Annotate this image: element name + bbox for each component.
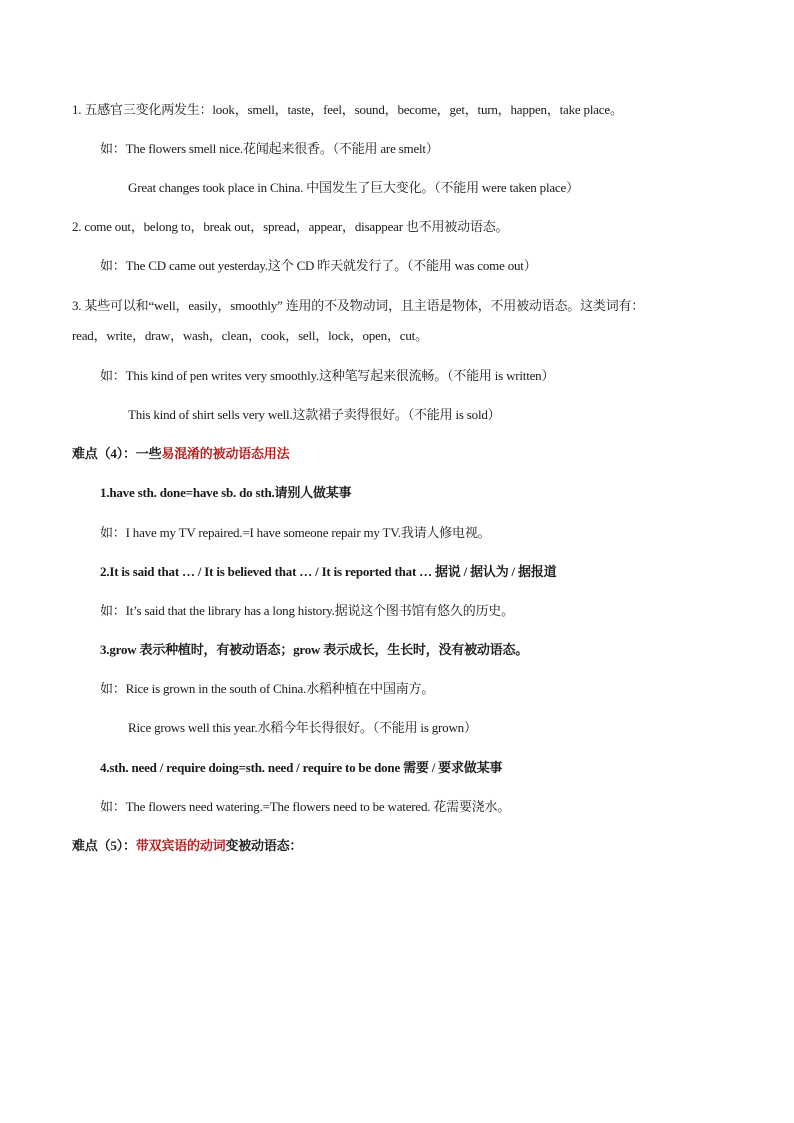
rule-1-example-2: Great changes took place in China. 中国发生了巨大变化。（不能用 were taken place） <box>128 180 579 195</box>
rule-2: 2. come out，belong to，break out，spread，appear，disappear 也不用被动语态。 <box>72 219 509 234</box>
difficulty-5-heading-prefix: 难点（5）： <box>72 838 136 853</box>
difficulty-5-heading <box>72 837 302 855</box>
rule-2-example-1: 如：The CD came out yesterday.这个 CD 昨天就发行了。（不能用 was come out） <box>100 258 537 273</box>
usage-3-example-1: 如：Rice is grown in the south of China.水稻种植在中国南方。 <box>100 681 435 696</box>
rule-3-line-1: 3. 某些可以和“well，easily，smoothly” 连用的不及物动词，且主语是物体，不用被动语态。这类词有： <box>72 298 645 313</box>
difficulty-5-heading-suffix: 变被动语态： <box>225 838 303 853</box>
usage-4-title: 4.sth. need / require doing=sth. need / require to be done 需要 / 要求做某事 <box>100 760 503 775</box>
usage-3-example-2: Rice grows well this year.水稻今年长得很好。（不能用 is grown） <box>128 720 477 735</box>
difficulty-5-heading-highlight: 带双宾语的动词 <box>135 838 226 853</box>
difficulty-4-heading-highlight: 易混淆的被动语态用法 <box>161 446 290 461</box>
usage-2-example: 如：It’s said that the library has a long history.据说这个图书馆有悠久的历史。 <box>100 603 514 618</box>
rule-1: 1. 五感官三变化两发生：look，smell，taste，feel，sound，become，get，turn，happen，take place。 <box>72 102 623 117</box>
usage-3-title: 3.grow 表示种植时，有被动语态；grow 表示成长，生长时，没有被动语态。 <box>100 642 529 657</box>
usage-2-title: 2.It is said that … / It is believed that … / It is reported that … 据说 / 据认为 / 据报道 <box>100 564 557 579</box>
rule-3-line-2: read，write，draw，wash，clean，cook，sell，lock，open，cut。 <box>72 328 428 343</box>
rule-1-example-1: 如：The flowers smell nice.花闻起来很香。（不能用 are smelt） <box>100 141 439 156</box>
usage-1-example: 如：I have my TV repaired.=I have someone repair my TV.我请人修电视。 <box>100 525 491 540</box>
usage-4-example: 如：The flowers need watering.=The flowers need to be watered. 花需要浇水。 <box>100 799 511 814</box>
rule-3-example-1: 如：This kind of pen writes very smoothly.这种笔写起来很流畅。（不能用 is written） <box>100 368 555 383</box>
difficulty-4-heading <box>72 445 289 463</box>
rule-3-example-2: This kind of shirt sells very well.这款裙子卖得很好。（不能用 is sold） <box>128 407 501 422</box>
usage-1-title: 1.have sth. done=have sb. do sth.请别人做某事 <box>100 485 352 500</box>
difficulty-4-heading-prefix: 难点（4）：一些 <box>72 446 162 461</box>
